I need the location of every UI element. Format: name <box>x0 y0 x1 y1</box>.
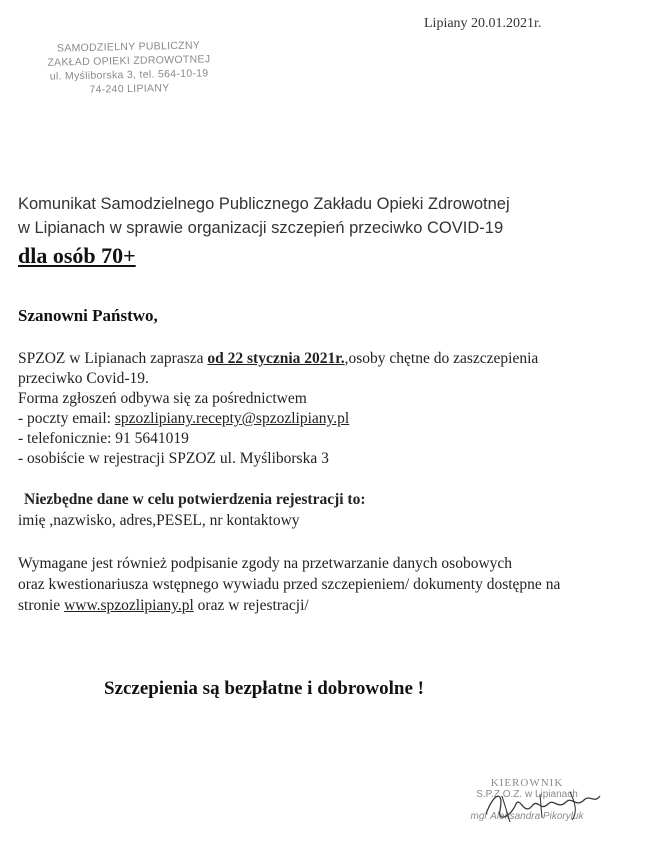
consent-line-2: oraz kwestionariusza wstępnego wywiadu przed szczepieniem/ dokumenty dostępne na <box>18 576 561 593</box>
start-date: od 22 stycznia 2021r. <box>207 350 345 367</box>
stamp-line: ZAKŁAD OPIEKI ZDROWOTNEJ <box>47 53 211 69</box>
stamp-title: KIEROWNIK <box>490 777 564 789</box>
intro-paragraph <box>18 349 648 469</box>
document-date: Lipiany 20.01.2021r. <box>424 16 542 31</box>
target-group-title: dla osób 70+ <box>18 243 136 268</box>
phone-line: - telefonicznie: 91 5641019 <box>18 430 189 447</box>
handwritten-signature <box>480 782 605 832</box>
announcement-header <box>18 192 510 240</box>
email-line <box>18 409 648 429</box>
stamp-line: SAMODZIELNY PUBLICZNY <box>56 39 201 55</box>
intro-line-2: przeciwko Covid-19. <box>18 370 149 387</box>
email-link[interactable]: spzozlipiany.recepty@spzozlipiany.pl <box>114 410 350 427</box>
stamp-unit: S.P.Z.O.Z. w Lipianach <box>476 789 578 800</box>
consent-line-1: Wymagane jest również podpisanie zgody na przetwarzanie danych osobowych <box>18 555 513 572</box>
stamp-name: mgr Aleksandra Pikoryluk <box>470 811 584 822</box>
stamp-line: 74-240 LIPIANY <box>89 82 170 96</box>
intro-line-3: Forma zgłoszeń odbywa się za pośrednictwem <box>18 390 307 407</box>
stamp-line: ul. Myśliborska 3, tel. 564-10-19 <box>49 67 209 83</box>
intro-text: ,osoby chętne do zaszczepienia <box>344 350 539 367</box>
inperson-line: - osobiście w rejestracji SPZOZ ul. Myśliborska 3 <box>18 450 329 467</box>
email-label: - poczty email: <box>18 410 115 427</box>
header-line-1: Komunikat Samodzielnego Publicznego Zakładu Opieki Zdrowotnej <box>18 195 510 213</box>
requirements-list: imię ,nazwisko, adres,PESEL, nr kontaktowy <box>18 512 300 529</box>
consent-text: oraz w rejestracji/ <box>193 597 309 614</box>
intro-line-1 <box>18 349 648 369</box>
greeting: Szanowni Państwo, <box>18 306 158 325</box>
consent-text: stronie <box>18 597 65 614</box>
consent-paragraph <box>18 553 560 616</box>
intro-text: SPZOZ w Lipianach zaprasza <box>18 350 208 367</box>
consent-line-3 <box>18 595 560 616</box>
header-line-2: w Lipianach w sprawie organizacji szczepień przeciwko COVID-19 <box>18 219 504 237</box>
institution-stamp <box>33 38 224 98</box>
requirements-heading: Niezbędne dane w celu potwierdzenia rejestracji to: <box>24 491 366 508</box>
free-vaccination-note: Szczepienia są bezpłatne i dobrowolne ! <box>104 678 425 699</box>
website-link[interactable]: www.spzozlipiany.pl <box>64 597 194 614</box>
